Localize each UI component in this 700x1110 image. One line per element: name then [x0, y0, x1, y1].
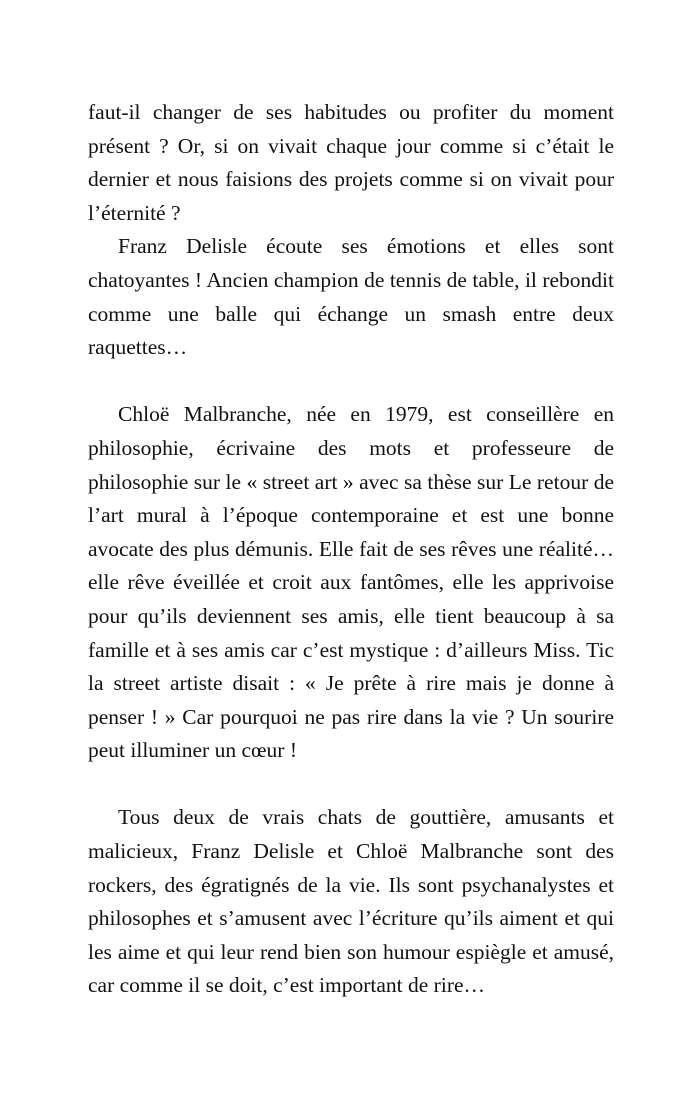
page-text-body [88, 96, 614, 1003]
paragraph-franz-delisle: Franz Delisle écoute ses émotions et elles sont chatoyantes ! Ancien champion de tennis de table, il rebondit comme une balle qui échange un smash entre deux raquettes… [88, 234, 614, 360]
paragraph-chloe-malbranche: Chloë Malbranche, née en 1979, est conseillère en philosophie, écrivaine des mots et professeure de philosophie sur le « street art » avec sa thèse sur Le retour de l’art mural à l’époque contemporaine et est une bonne avocate des plus démunis. Elle fait de ses rêves une réalité… elle rêve éveillée et croit aux fantômes, elle les apprivoise pour qu’ils deviennent ses amis, elle tient beaucoup à sa famille et à ses amis car c’est mystique : d’ailleurs Miss. Tic la street artiste disait : « Je prête à rire mais je donne à penser ! » Car pourquoi ne pas rire dans la vie ? Un sourire peut illuminer un cœur ! [88, 402, 614, 763]
paragraph-tous-deux: Tous deux de vrais chats de gouttière, amusants et malicieux, Franz Delisle et Chloë Malbranche sont des rockers, des égratignés de la vie. Ils sont psychanalystes et philosophes et s’amusent avec l’écriture qu’ils aiment et qui les aime et qui leur rend bien son humour espiègle et amusé, car comme il se doit, c’est important de rire… [88, 805, 614, 998]
paragraph-continuation: faut-il changer de ses habitudes ou profiter du moment présent ? Or, si on vivait chaque jour comme si c’était le dernier et nous faisions des projets comme si on vivait pour l’éternité ? [88, 100, 614, 225]
